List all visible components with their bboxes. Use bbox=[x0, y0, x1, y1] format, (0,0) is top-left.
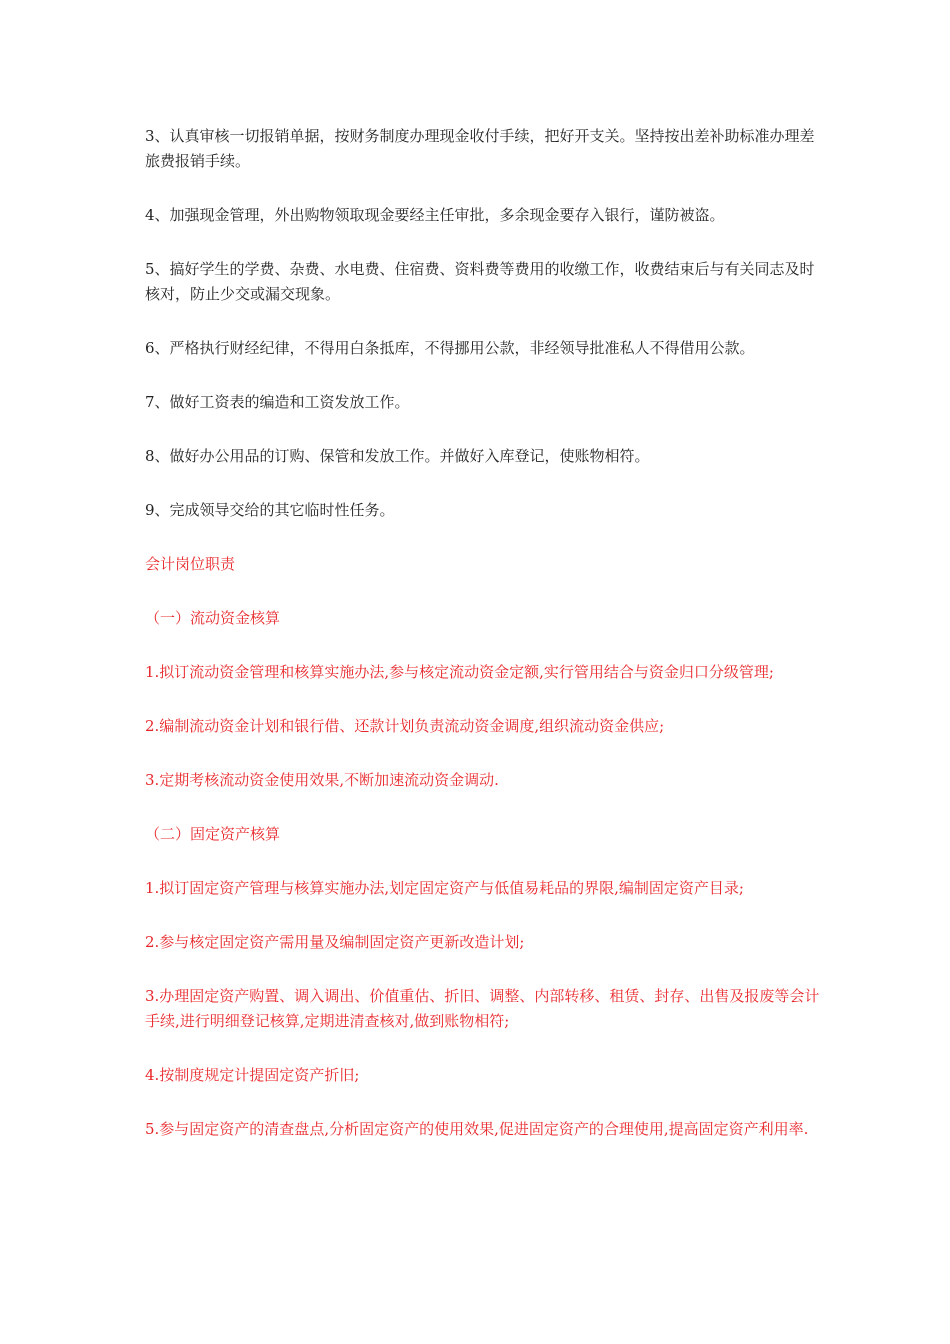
current-funds-item-2: 2.编制流动资金计划和银行借、还款计划负责流动资金调度,组织流动资金供应; bbox=[145, 717, 665, 735]
fixed-assets-item-4: 4.按制度规定计提固定资产折旧; bbox=[145, 1066, 360, 1084]
fixed-assets-item-3: 3.办理固定资产购置、调入调出、价值重估、折旧、调整、内部转移、租赁、封存、出售及报废等会计手续,进行明细登记核算,定期进清查核对,做到账物相符; bbox=[145, 987, 820, 1030]
fixed-assets-item-2: 2.参与核定固定资产需用量及编制固定资产更新改造计划; bbox=[145, 933, 525, 951]
current-funds-item-1: 1.拟订流动资金管理和核算实施办法,参与核定流动资金定额,实行管用结合与资金归口分级管理; bbox=[145, 663, 774, 681]
paragraph-item-7: 7、做好工资表的编造和工资发放工作。 bbox=[145, 393, 410, 411]
fixed-assets-item-5: 5.参与固定资产的清查盘点,分析固定资产的使用效果,促进固定资产的合理使用,提高固定资产利用率. bbox=[145, 1120, 809, 1138]
paragraph-item-9: 9、完成领导交给的其它临时性任务。 bbox=[145, 501, 395, 519]
paragraph-item-6: 6、严格执行财经纪律，不得用白条抵库，不得挪用公款，非经领导批准私人不得借用公款。 bbox=[145, 339, 755, 357]
fixed-assets-item-1: 1.拟订固定资产管理与核算实施办法,划定固定资产与低值易耗品的界限,编制固定资产目录; bbox=[145, 879, 744, 897]
paragraph-item-5: 5、搞好学生的学费、杂费、水电费、住宿费、资料费等费用的收缴工作，收费结束后与有关同志及时核对，防止少交或漏交现象。 bbox=[145, 260, 815, 303]
paragraph-item-3: 3、认真审核一切报销单据，按财务制度办理现金收付手续，把好开支关。坚持按出差补助标准办理差旅费报销手续。 bbox=[145, 127, 815, 170]
paragraph-item-4: 4、加强现金管理，外出购物领取现金要经主任审批，多余现金要存入银行，谨防被盗。 bbox=[145, 206, 725, 224]
current-funds-item-3: 3.定期考核流动资金使用效果,不断加速流动资金调动. bbox=[145, 771, 499, 789]
paragraph-item-8: 8、做好办公用品的订购、保管和发放工作。并做好入库登记，使账物相符。 bbox=[145, 447, 650, 465]
section-heading-accounting-duties: 会计岗位职责 bbox=[145, 555, 236, 573]
document-page bbox=[145, 124, 825, 1171]
subsection-heading-fixed-assets: （二）固定资产核算 bbox=[145, 825, 281, 843]
subsection-heading-current-funds: （一）流动资金核算 bbox=[145, 609, 281, 627]
